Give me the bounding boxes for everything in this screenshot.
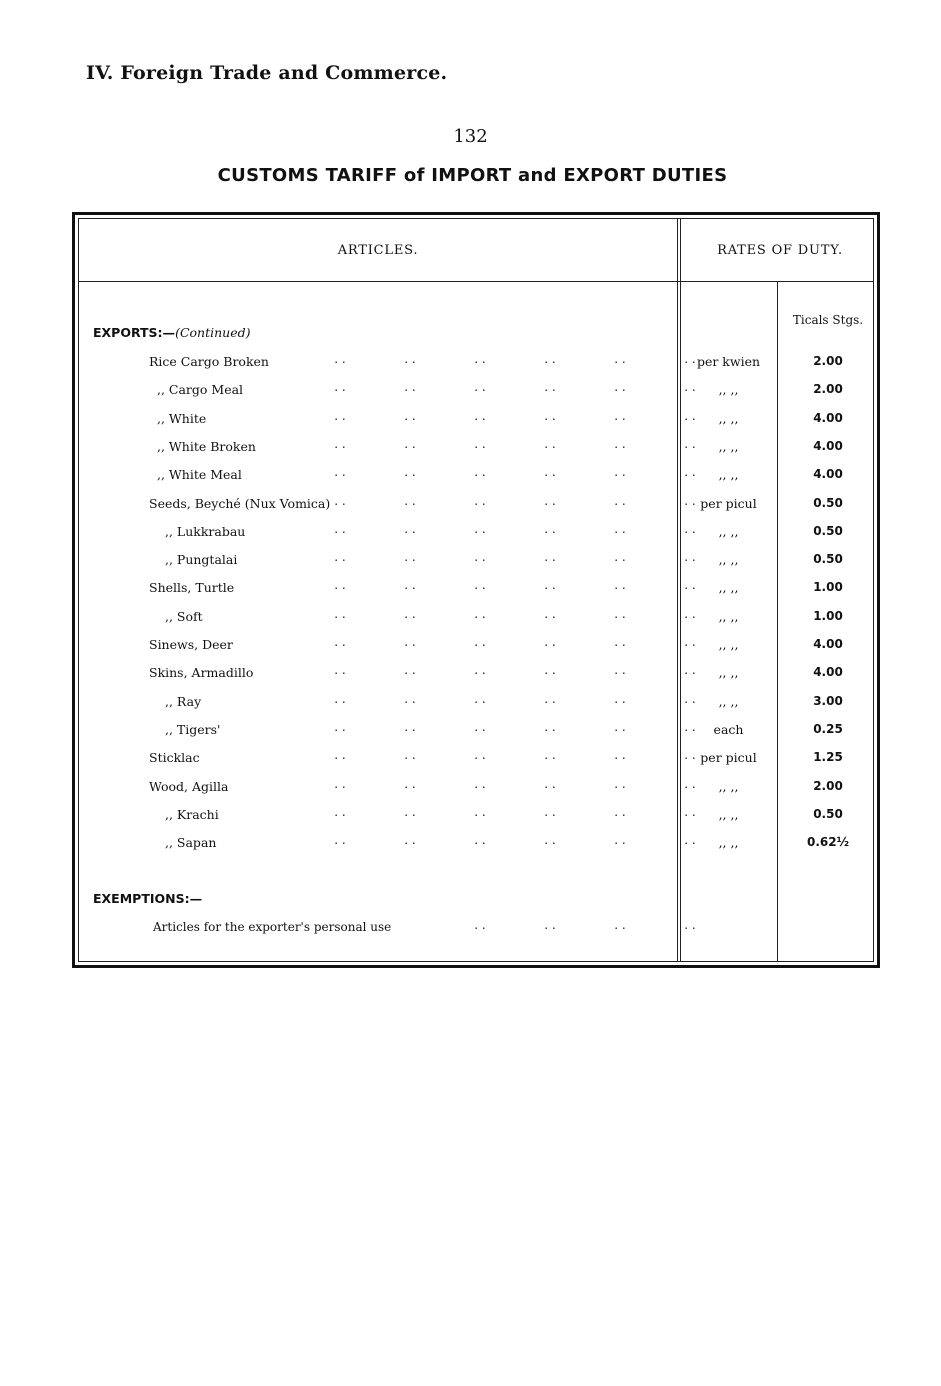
rate-unit: ,, ,, (718, 806, 739, 822)
dot-leader-segment: . . (614, 578, 626, 593)
duty-value: 4.00 (813, 438, 843, 453)
rate-unit: ,, ,, (718, 467, 739, 483)
dot-leader-segment: . . (614, 748, 626, 763)
dot-leader-segment: . . (614, 380, 626, 395)
table-row (79, 637, 873, 657)
dot-leader-segment: . . (684, 691, 696, 706)
duty-value: 1.00 (813, 580, 843, 595)
dot-leader-segment: . . (404, 465, 416, 480)
rate-unit: per picul (700, 750, 757, 766)
dot-leader-segment: . . (474, 691, 486, 706)
duty-value: 4.00 (813, 467, 843, 482)
dot-leader-segment: . . (334, 578, 346, 593)
exports-label: EXPORTS:— (93, 325, 176, 340)
dot-leader-segment: . . (404, 663, 416, 678)
dot-leader-segment: . . (334, 521, 346, 536)
table-row (79, 521, 873, 544)
duty-value: 0.25 (813, 721, 843, 736)
exemption-text: Articles for the exporter's personal use (153, 920, 392, 934)
rate-unit: ,, ,, (718, 552, 739, 568)
dot-leader-segment: . . (334, 352, 346, 366)
rate-unit: per kwien (696, 354, 761, 369)
dot-leader-segment: . . (404, 436, 416, 451)
dot-leader-segment: . . (474, 719, 486, 734)
duty-value: 0.50 (813, 806, 843, 821)
dot-leader-segment: . . (334, 380, 346, 395)
table-row (79, 467, 873, 487)
rate-unit: ,, ,, (718, 523, 739, 539)
currency-unit-header: Ticals Stgs. (792, 313, 864, 327)
dot-leader-segment: . . (614, 918, 626, 932)
dot-leader-segment: . . (684, 550, 696, 565)
duty-value: 0.50 (813, 523, 843, 538)
dot-leader-segment: . . (474, 918, 486, 932)
dot-leader (305, 691, 696, 706)
dot-leader-segment: . . (334, 748, 346, 763)
dot-leader-segment: . . (684, 833, 696, 848)
dot-leader-segment: . . (544, 833, 556, 848)
dot-leader-segment: . . (544, 691, 556, 706)
dot-leader-segment: . . (614, 352, 626, 366)
dot-leader-segment: . . (684, 663, 696, 678)
dot-leader-segment: . . (474, 606, 486, 621)
dot-leader (305, 408, 696, 423)
dot-leader (305, 719, 696, 734)
dot-leader-segment: . . (334, 804, 346, 819)
rate-unit: ,, ,, (718, 580, 739, 596)
dot-leader (305, 578, 696, 593)
table-row (79, 354, 873, 374)
dot-leader-segment: . . (404, 635, 416, 649)
dot-leader-segment: . . (544, 408, 556, 423)
dot-leader-segment: . . (544, 663, 556, 678)
duty-value: 3.00 (813, 693, 843, 708)
rates-column-header: RATES OF DUTY. (717, 243, 843, 258)
table-row (79, 552, 873, 572)
duty-value: 0.50 (813, 552, 843, 567)
duty-value: 4.00 (813, 665, 843, 680)
dot-leader-segment: . . (544, 578, 556, 593)
dot-leader-segment: . . (404, 833, 416, 848)
articles-column-header: ARTICLES. (337, 243, 419, 258)
dot-leader (305, 606, 696, 621)
table-row (79, 606, 873, 629)
article-name: Skins, Armadillo (149, 665, 254, 681)
dot-leader-segment: . . (614, 465, 626, 480)
continued-label: (Continued) (175, 325, 251, 340)
article-name: ,, Soft (165, 608, 203, 624)
dot-leader (305, 748, 696, 763)
dot-leader-segment: . . (684, 635, 696, 649)
dot-leader (305, 663, 696, 678)
dot-leader-segment: . . (404, 691, 416, 706)
dot-leader-segment: . . (474, 663, 486, 678)
dot-leader (305, 493, 696, 508)
rate-unit: ,, ,, (718, 637, 739, 652)
duty-value: 2.00 (813, 382, 843, 397)
dot-leader-segment: . . (334, 550, 346, 565)
article-name: ,, Ray (165, 693, 202, 709)
dot-leader-segment: . . (474, 436, 486, 451)
dot-leader-segment: . . (684, 719, 696, 734)
table-row (79, 580, 873, 600)
dot-leader-segment: . . (474, 804, 486, 819)
dot-leader-segment: . . (684, 804, 696, 819)
dot-leader-segment: . . (614, 691, 626, 706)
dot-leader-segment: . . (614, 521, 626, 536)
rate-unit: ,, ,, (718, 438, 739, 454)
dot-leader-segment: . . (544, 918, 556, 932)
dot-leader-segment: . . (334, 436, 346, 451)
dot-leader-segment: . . (684, 918, 696, 932)
dot-leader-segment: . . (334, 635, 346, 649)
article-name: ,, White Broken (157, 438, 256, 454)
dot-leader-segment: . . (544, 748, 556, 763)
duty-value: 4.00 (813, 637, 843, 651)
dot-leader-segment: . . (684, 380, 696, 395)
rate-unit: ,, ,, (718, 382, 739, 398)
table-row (79, 691, 873, 714)
dot-leader-segment: . . (544, 436, 556, 451)
dot-leader-segment: . . (614, 635, 626, 649)
article-name: Rice Cargo Broken (149, 354, 269, 369)
dot-leader (305, 436, 696, 451)
article-name: Seeds, Beyché (Nux Vomica) (149, 495, 331, 511)
rate-unit: ,, ,, (718, 665, 739, 681)
dot-leader-segment: . . (404, 352, 416, 366)
dot-leader-segment: . . (334, 408, 346, 423)
table-row (79, 719, 873, 742)
dot-leader-segment: . . (404, 776, 416, 791)
article-name: ,, Pungtalai (165, 552, 238, 568)
dot-leader-segment: . . (474, 550, 486, 565)
dot-leader-segment: . . (404, 550, 416, 565)
dot-leader-segment: . . (614, 719, 626, 734)
page-number: 132 (453, 126, 488, 147)
dot-leader-segment: . . (474, 578, 486, 593)
dot-leader-segment: . . (684, 578, 696, 593)
table-row (79, 493, 873, 516)
dot-leader-segment: . . (474, 521, 486, 536)
table-row (79, 750, 873, 770)
dot-leader (305, 465, 696, 480)
duty-value: 0.50 (813, 495, 843, 510)
article-name: ,, Lukkrabau (165, 523, 246, 539)
dot-leader-segment: . . (334, 691, 346, 706)
dot-leader-segment: . . (474, 776, 486, 791)
duty-value: 1.00 (813, 608, 843, 623)
dot-leader-segment: . . (544, 635, 556, 649)
exemption-row (79, 920, 873, 940)
dot-leader-segment: . . (544, 380, 556, 395)
dot-leader-segment: . . (334, 833, 346, 848)
table-row (79, 408, 873, 431)
dot-leader (305, 380, 696, 395)
article-name: Sinews, Deer (149, 637, 233, 652)
dot-leader-segment: . . (544, 521, 556, 536)
duty-value: 2.00 (813, 778, 843, 793)
rate-unit: per picul (700, 495, 757, 511)
dot-leader-segment: . . (544, 776, 556, 791)
dot-leader-segment: . . (474, 465, 486, 480)
dot-leader-segment: . . (614, 776, 626, 791)
table-row (79, 776, 873, 799)
dot-leader-segment: . . (544, 465, 556, 480)
article-name: Shells, Turtle (149, 580, 235, 596)
dot-leader-segment: . . (404, 748, 416, 763)
rate-unit: ,, ,, (718, 835, 739, 851)
dot-leader (305, 521, 696, 536)
dot-leader-segment: . . (404, 408, 416, 423)
duty-value: 0.62½ (806, 835, 850, 850)
dot-leader-segment: . . (404, 606, 416, 621)
dot-leader-segment: . . (474, 380, 486, 395)
dot-leader-segment: . . (614, 436, 626, 451)
dot-leader-segment: . . (334, 493, 346, 508)
article-name: Sticklac (149, 750, 200, 766)
article-name: ,, Cargo Meal (157, 382, 244, 398)
dot-leader-segment: . . (474, 493, 486, 508)
duty-value: 2.00 (813, 354, 843, 368)
dot-leader-segment: . . (684, 493, 696, 508)
table-row (79, 436, 873, 459)
duty-value: 1.25 (813, 750, 843, 765)
dot-leader-segment: . . (684, 465, 696, 480)
article-name: Wood, Agilla (149, 778, 229, 794)
dot-leader-segment: . . (684, 408, 696, 423)
dot-leader-segment: . . (474, 748, 486, 763)
dot-leader-segment: . . (404, 380, 416, 395)
exemptions-group-label: EXEMPTIONS:— (93, 891, 203, 906)
article-name: ,, White (157, 410, 207, 426)
exports-group-label (93, 325, 250, 340)
dot-leader-segment: . . (334, 606, 346, 621)
dot-leader-segment: . . (614, 550, 626, 565)
duty-value: 4.00 (813, 410, 843, 425)
dot-leader-segment: . . (544, 719, 556, 734)
tariff-table (72, 212, 880, 968)
dot-leader-segment: . . (614, 663, 626, 678)
dot-leader-segment: . . (334, 465, 346, 480)
dot-leader (305, 776, 696, 791)
dot-leader (445, 918, 696, 932)
dot-leader-segment: . . (614, 606, 626, 621)
table-row (79, 665, 873, 685)
dot-leader-segment: . . (614, 408, 626, 423)
dot-leader-segment: . . (544, 352, 556, 366)
dot-leader-segment: . . (684, 748, 696, 763)
dot-leader-segment: . . (544, 550, 556, 565)
dot-leader-segment: . . (684, 521, 696, 536)
dot-leader-segment: . . (404, 804, 416, 819)
dot-leader-segment: . . (684, 606, 696, 621)
dot-leader-segment: . . (544, 804, 556, 819)
dot-leader-segment: . . (404, 578, 416, 593)
dot-leader-segment: . . (334, 663, 346, 678)
article-name: ,, Tigers' (165, 721, 221, 737)
dot-leader-segment: . . (614, 493, 626, 508)
dot-leader-segment: . . (614, 833, 626, 848)
dot-leader-segment: . . (334, 776, 346, 791)
tariff-table-inner (78, 218, 874, 962)
dot-leader-segment: . . (404, 719, 416, 734)
dot-leader (305, 352, 696, 366)
dot-leader-segment: . . (544, 493, 556, 508)
header-rule (79, 281, 873, 282)
dot-leader (305, 550, 696, 565)
dot-leader-segment: . . (474, 352, 486, 366)
rate-unit: ,, ,, (718, 778, 739, 794)
dot-leader-segment: . . (684, 436, 696, 451)
article-name: ,, White Meal (157, 467, 242, 483)
dot-leader (305, 804, 696, 819)
dot-leader-segment: . . (614, 804, 626, 819)
dot-leader-segment: . . (684, 776, 696, 791)
dot-leader-segment: . . (474, 635, 486, 649)
article-name: ,, Krachi (165, 806, 219, 822)
table-row (79, 804, 873, 827)
dot-leader (305, 833, 696, 848)
table-row (79, 382, 873, 402)
dot-leader-segment: . . (404, 521, 416, 536)
rate-unit: ,, ,, (718, 410, 739, 426)
rate-unit: each (713, 721, 744, 737)
table-row (79, 835, 873, 855)
rate-unit: ,, ,, (718, 693, 739, 709)
article-name: ,, Sapan (165, 835, 217, 851)
dot-leader (305, 635, 696, 649)
rate-unit: ,, ,, (718, 608, 739, 624)
dot-leader-segment: . . (474, 408, 486, 423)
dot-leader-segment: . . (404, 493, 416, 508)
dot-leader-segment: . . (334, 719, 346, 734)
dot-leader-segment: . . (544, 606, 556, 621)
dot-leader-segment: . . (684, 352, 696, 366)
document-title: CUSTOMS TARIFF of IMPORT and EXPORT DUTIES (217, 165, 728, 186)
section-heading: IV. Foreign Trade and Commerce. (86, 62, 448, 84)
dot-leader-segment: . . (474, 833, 486, 848)
